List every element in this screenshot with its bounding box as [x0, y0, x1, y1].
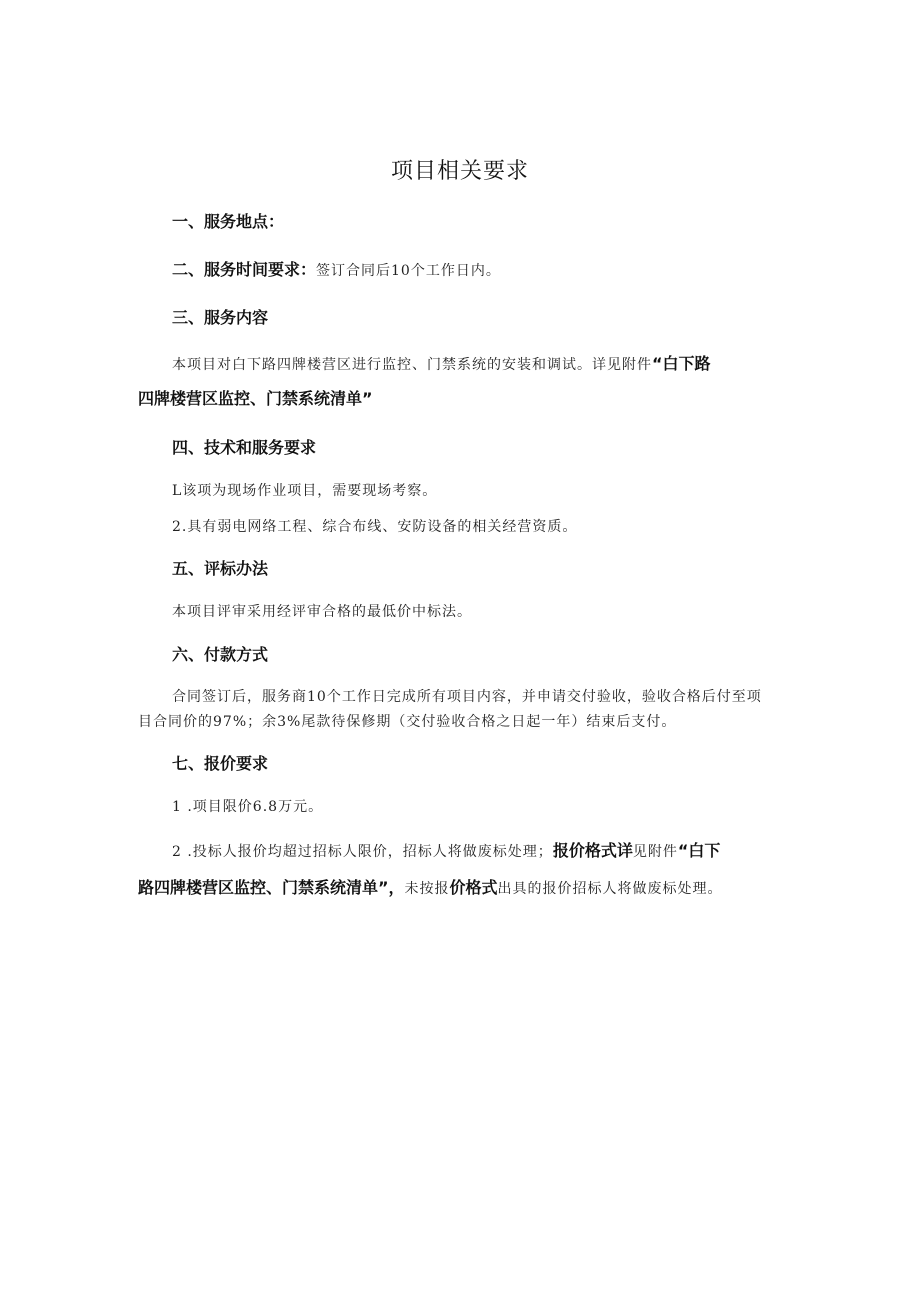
section-heading-quotation-requirements: 七、报价要求: [172, 754, 269, 773]
quotation-requirement-2-line-2: [138, 876, 723, 901]
section-heading-service-content: 三、服务内容: [172, 308, 269, 327]
section-heading-service-location: 一、服务地点：: [172, 212, 285, 231]
quotation-rule-text: 2 .投标人报价均超过招标人限价，招标人将做废标处理；: [172, 844, 553, 860]
section-heading-payment-method: 六、付款方式: [172, 645, 269, 664]
quotation-format-bold: 报价格式详: [552, 841, 633, 860]
quotation-see-attachment: 见附件: [632, 844, 678, 860]
section-heading-technical-requirements: 四、技术和服务要求: [172, 438, 317, 457]
service-content-line-1: [172, 352, 711, 377]
section-heading-service-time: [172, 258, 501, 283]
attachment-ref-start: “白下路: [652, 354, 711, 373]
section-heading-evaluation-method: 五、评标办法: [172, 559, 269, 578]
service-content-line-2: [138, 387, 373, 412]
quotation-attachment-ref-start: “白下: [677, 841, 721, 860]
service-content-text: 本项目对白下路四牌楼营区进行监控、门禁系统的安装和调试。详见附件: [172, 357, 652, 373]
attachment-ref-end: 四牌楼营区监控、门禁系统清单”: [138, 389, 373, 408]
quotation-format-bold-2: 价格式: [449, 878, 498, 897]
payment-method-line-1: 合同签订后，服务商10个工作日完成所有项目内容，并申请交付验收，验收合格后付至项: [172, 689, 762, 705]
evaluation-method-text: 本项目评审采用经评审合格的最低价中标法。: [172, 604, 472, 620]
quotation-requirement-1: 1 .项目限价6.8万元。: [172, 799, 324, 815]
quotation-rejection-text: 出具的报价招标人将做废标处理。: [497, 881, 723, 897]
quotation-unformatted-text: 未按报: [404, 881, 450, 897]
technical-requirement-2: 2.具有弱电网络工程、综合布线、安防设备的相关经营资质。: [172, 519, 578, 535]
service-time-value: 签订合同后10个工作日内。: [316, 263, 501, 279]
quotation-attachment-ref-end: 路四牌楼营区监控、门禁系统清单”，: [138, 878, 405, 897]
payment-method-line-2: 目合同价的97%；余3%尾款待保修期（交付验收合格之日起一年）结束后支付。: [138, 714, 677, 730]
document-title: 项目相关要求: [390, 159, 529, 184]
quotation-requirement-2-line-1: [172, 839, 720, 864]
service-time-label: 二、服务时间要求：: [172, 260, 317, 279]
technical-requirement-1: L该项为现场作业项目，需要现场考察。: [172, 483, 438, 499]
